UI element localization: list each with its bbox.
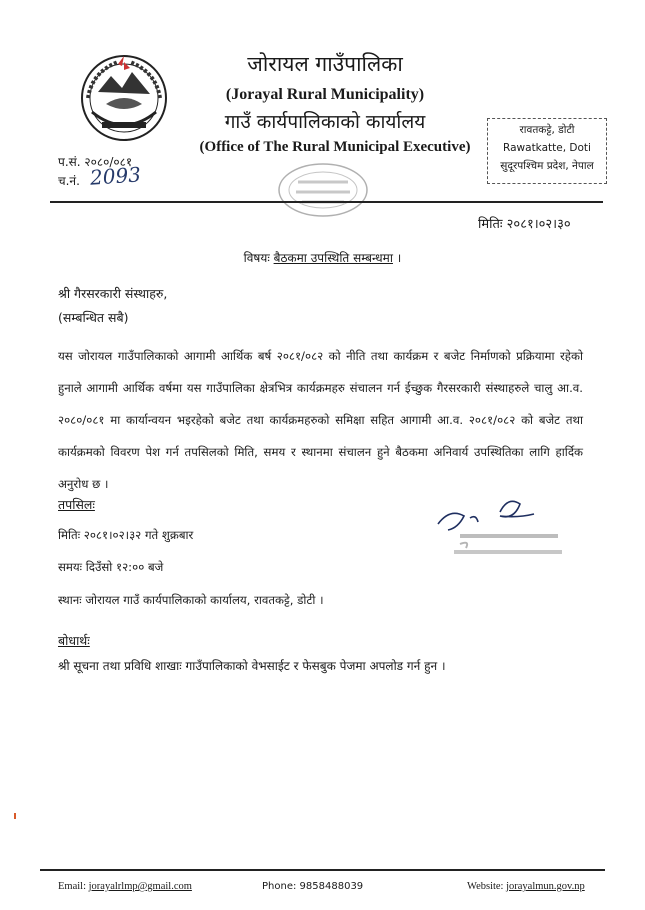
office-name-nepali: गाउँ कार्यपालिकाको कार्यालय xyxy=(224,111,426,133)
dispatch-stamp xyxy=(268,160,378,220)
copy-to-recipient: श्री सूचना तथा प्रविधि शाखाः गाउँपालिकाको वेभसाईट र फेसबुक पेजमा अपलोड गर्न हुन । xyxy=(58,659,446,673)
header-divider xyxy=(50,201,603,203)
website-link[interactable]: jorayalmun.gov.np xyxy=(506,881,585,892)
subject-prefix: विषयः xyxy=(243,251,270,265)
footer-website xyxy=(467,881,585,892)
letter-body: यस जोरायल गाउँपालिकाको आगामी आर्थिक बर्ष २०८१/०८२ को नीति तथा कार्यक्रम र बजेट निर्माणको प्रक्रियामा रहेको हुनाले आगामी आर्थिक वर्षमा यस गाउँपालिका क्षेत्रभित्र कार्यक्रमहरु संचालन गर्न ईच्छुक गैरसरकारी संस्थाहरुले चालु आ.व. २०८०/०८१ मा कार्यान्वयन भइरहेको बजेट तथा कार्यक्रमहरुको समिक्षा सहित आगामी आ.व. २०८१/०८२ को बजेट तथा कार्यक्रमको विवरण पेश गर्न तपसिलको मिति, समय र स्थानमा संचालन हुने बैठकमा अनिवार्य उपस्थितिका लागि हार्दिक अनुरोध छ । xyxy=(58,349,583,491)
addressee-line-2: (सम्बन्धित सबै) xyxy=(58,310,129,325)
scan-mark xyxy=(14,813,16,819)
footer-divider xyxy=(40,869,605,871)
phone-number: 9858488039 xyxy=(299,881,364,892)
meeting-time: समयः दिउँसो १२:०० बजे xyxy=(58,560,164,574)
municipality-name-english: (Jorayal Rural Municipality) xyxy=(225,86,425,103)
meeting-place: स्थानः जोरायल गाउँ कार्यपालिकाको कार्यालय, रावतकट्टे, डोटी । xyxy=(58,593,324,607)
addressee xyxy=(58,282,167,330)
addressee-line-1: श्री गैरसरकारी संस्थाहरु, xyxy=(58,286,168,301)
address-box xyxy=(487,118,607,184)
subject-text: बैठकमा उपस्थिति सम्बन्धमा xyxy=(273,251,393,265)
office-name-english: (Office of The Rural Municipal Executive) xyxy=(199,139,471,155)
address-line-2: Rawatkatte, Doti xyxy=(503,142,591,154)
copy-to-heading: बोधार्थः xyxy=(58,633,90,648)
footer-phone xyxy=(262,881,363,892)
subject-suffix: । xyxy=(396,251,402,265)
website-label: Website: xyxy=(467,881,504,892)
subject-line xyxy=(0,249,645,266)
footer-email xyxy=(58,881,192,892)
signature xyxy=(430,490,570,580)
address-line-3: सुदूरपश्चिम प्रदेश, नेपाल xyxy=(500,160,594,172)
reference-number: प.सं. २०८०/०८१ xyxy=(58,155,133,169)
address-line-1: रावतकट्टे, डोटी xyxy=(519,124,575,136)
municipality-name-nepali: जोरायल गाउँपालिका xyxy=(247,52,403,76)
letter-date: मितिः २०८१।०२।३० xyxy=(478,217,571,232)
email-link[interactable]: jorayalrlmp@gmail.com xyxy=(88,881,192,892)
meeting-date: मितिः २०८१।०२।३२ गते शुक्रबार xyxy=(58,528,194,542)
dispatch-number-label: च.नं. xyxy=(58,174,80,188)
email-label: Email: xyxy=(58,881,86,892)
dispatch-number-handwritten: 2093 xyxy=(89,162,142,190)
phone-label: Phone: xyxy=(262,881,297,892)
nepal-emblem xyxy=(78,52,170,144)
details-heading: तपसिलः xyxy=(58,497,95,512)
